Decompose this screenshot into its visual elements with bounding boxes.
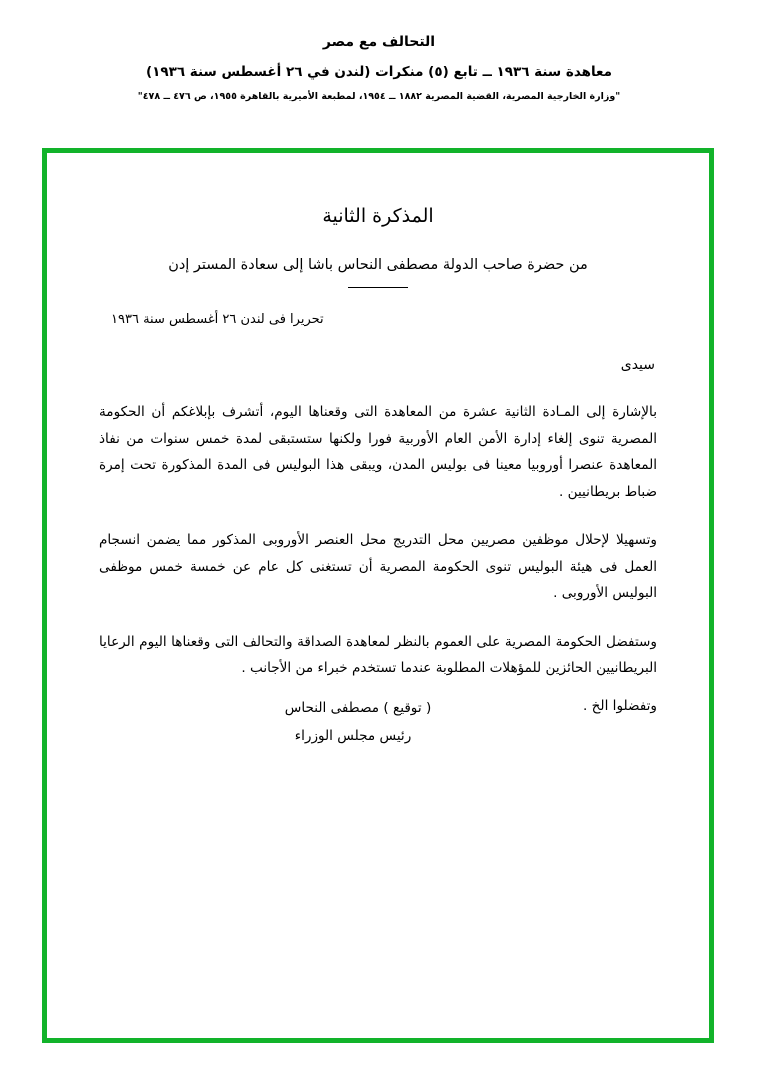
document-paragraph: وستفضل الحكومة المصرية على العموم بالنظر لمعاهدة الصداقة والتحالف التى وقعناها اليوم الرعايا البريطانيين الحائزين للمؤهلات المطلوبة عندما تستخدم خبراء من الأجانب . xyxy=(99,633,657,676)
document-dateline: تحريرا فى لندن ٢٦ أغسطس سنة ١٩٣٦ xyxy=(111,312,324,327)
signature-title: رئيس مجلس الوزراء xyxy=(294,728,412,745)
document-body xyxy=(47,153,709,1038)
document-closing: وتفضلوا الخ . xyxy=(583,697,657,714)
header-source-citation: "وزارة الخارجية المصرية، القضية المصرية ١٨٨٢ ــ ١٩٥٤، لمطبعة الأميرية بالقاهرة ١٩٥٥، ص ٤٧٦ ــ ٤٧٨" xyxy=(137,91,621,102)
document-frame xyxy=(42,148,714,1043)
signature-block xyxy=(93,694,623,751)
document-title: المذكرة الثانية xyxy=(322,205,434,227)
document-salutation: سيدى xyxy=(620,357,655,373)
signature-name: ( توقيع ) مصطفى النحاس xyxy=(284,699,432,716)
header-title: التحالف مع مصر xyxy=(322,34,436,50)
header-subtitle: معاهدة سنة ١٩٣٦ ــ تابع (٥) منكرات (لندن في ٢٦ أغسطس سنة ١٩٣٦) xyxy=(145,64,613,80)
document-subtitle: من حضرة صاحب الدولة مصطفى النحاس باشا إلى سعادة المستر إدن xyxy=(168,257,588,273)
page-header xyxy=(0,0,758,102)
divider-rule xyxy=(348,287,408,288)
document-paragraph: بالإشارة إلى المـادة الثانية عشرة من المعاهدة التى وقعناها اليوم، أتشرف بإبلاغكم أن الحكومة المصرية تنوى إلغاء إدارة الأمن العام الأوربية فورا ولكنها ستستبقى لمدة خمس سنوات من نفاذ المعاهدة عنصرا أوروبيا معينا فى بوليس المدن، ويبقى هذا البوليس فى المدة المذكورة تحت إمرة ضباط بريطانيين . xyxy=(99,404,657,500)
document-paragraph: وتسهيلا لإحلال موظفين مصريين محل التدريج محل العنصر الأوروبى المذكور مما يضمن انسجام العمل فى هيئة البوليس تنوى الحكومة المصرية أن تستغنى كل عام عن خمسة خمس موظفى البوليس الأوروبى . xyxy=(99,532,657,601)
